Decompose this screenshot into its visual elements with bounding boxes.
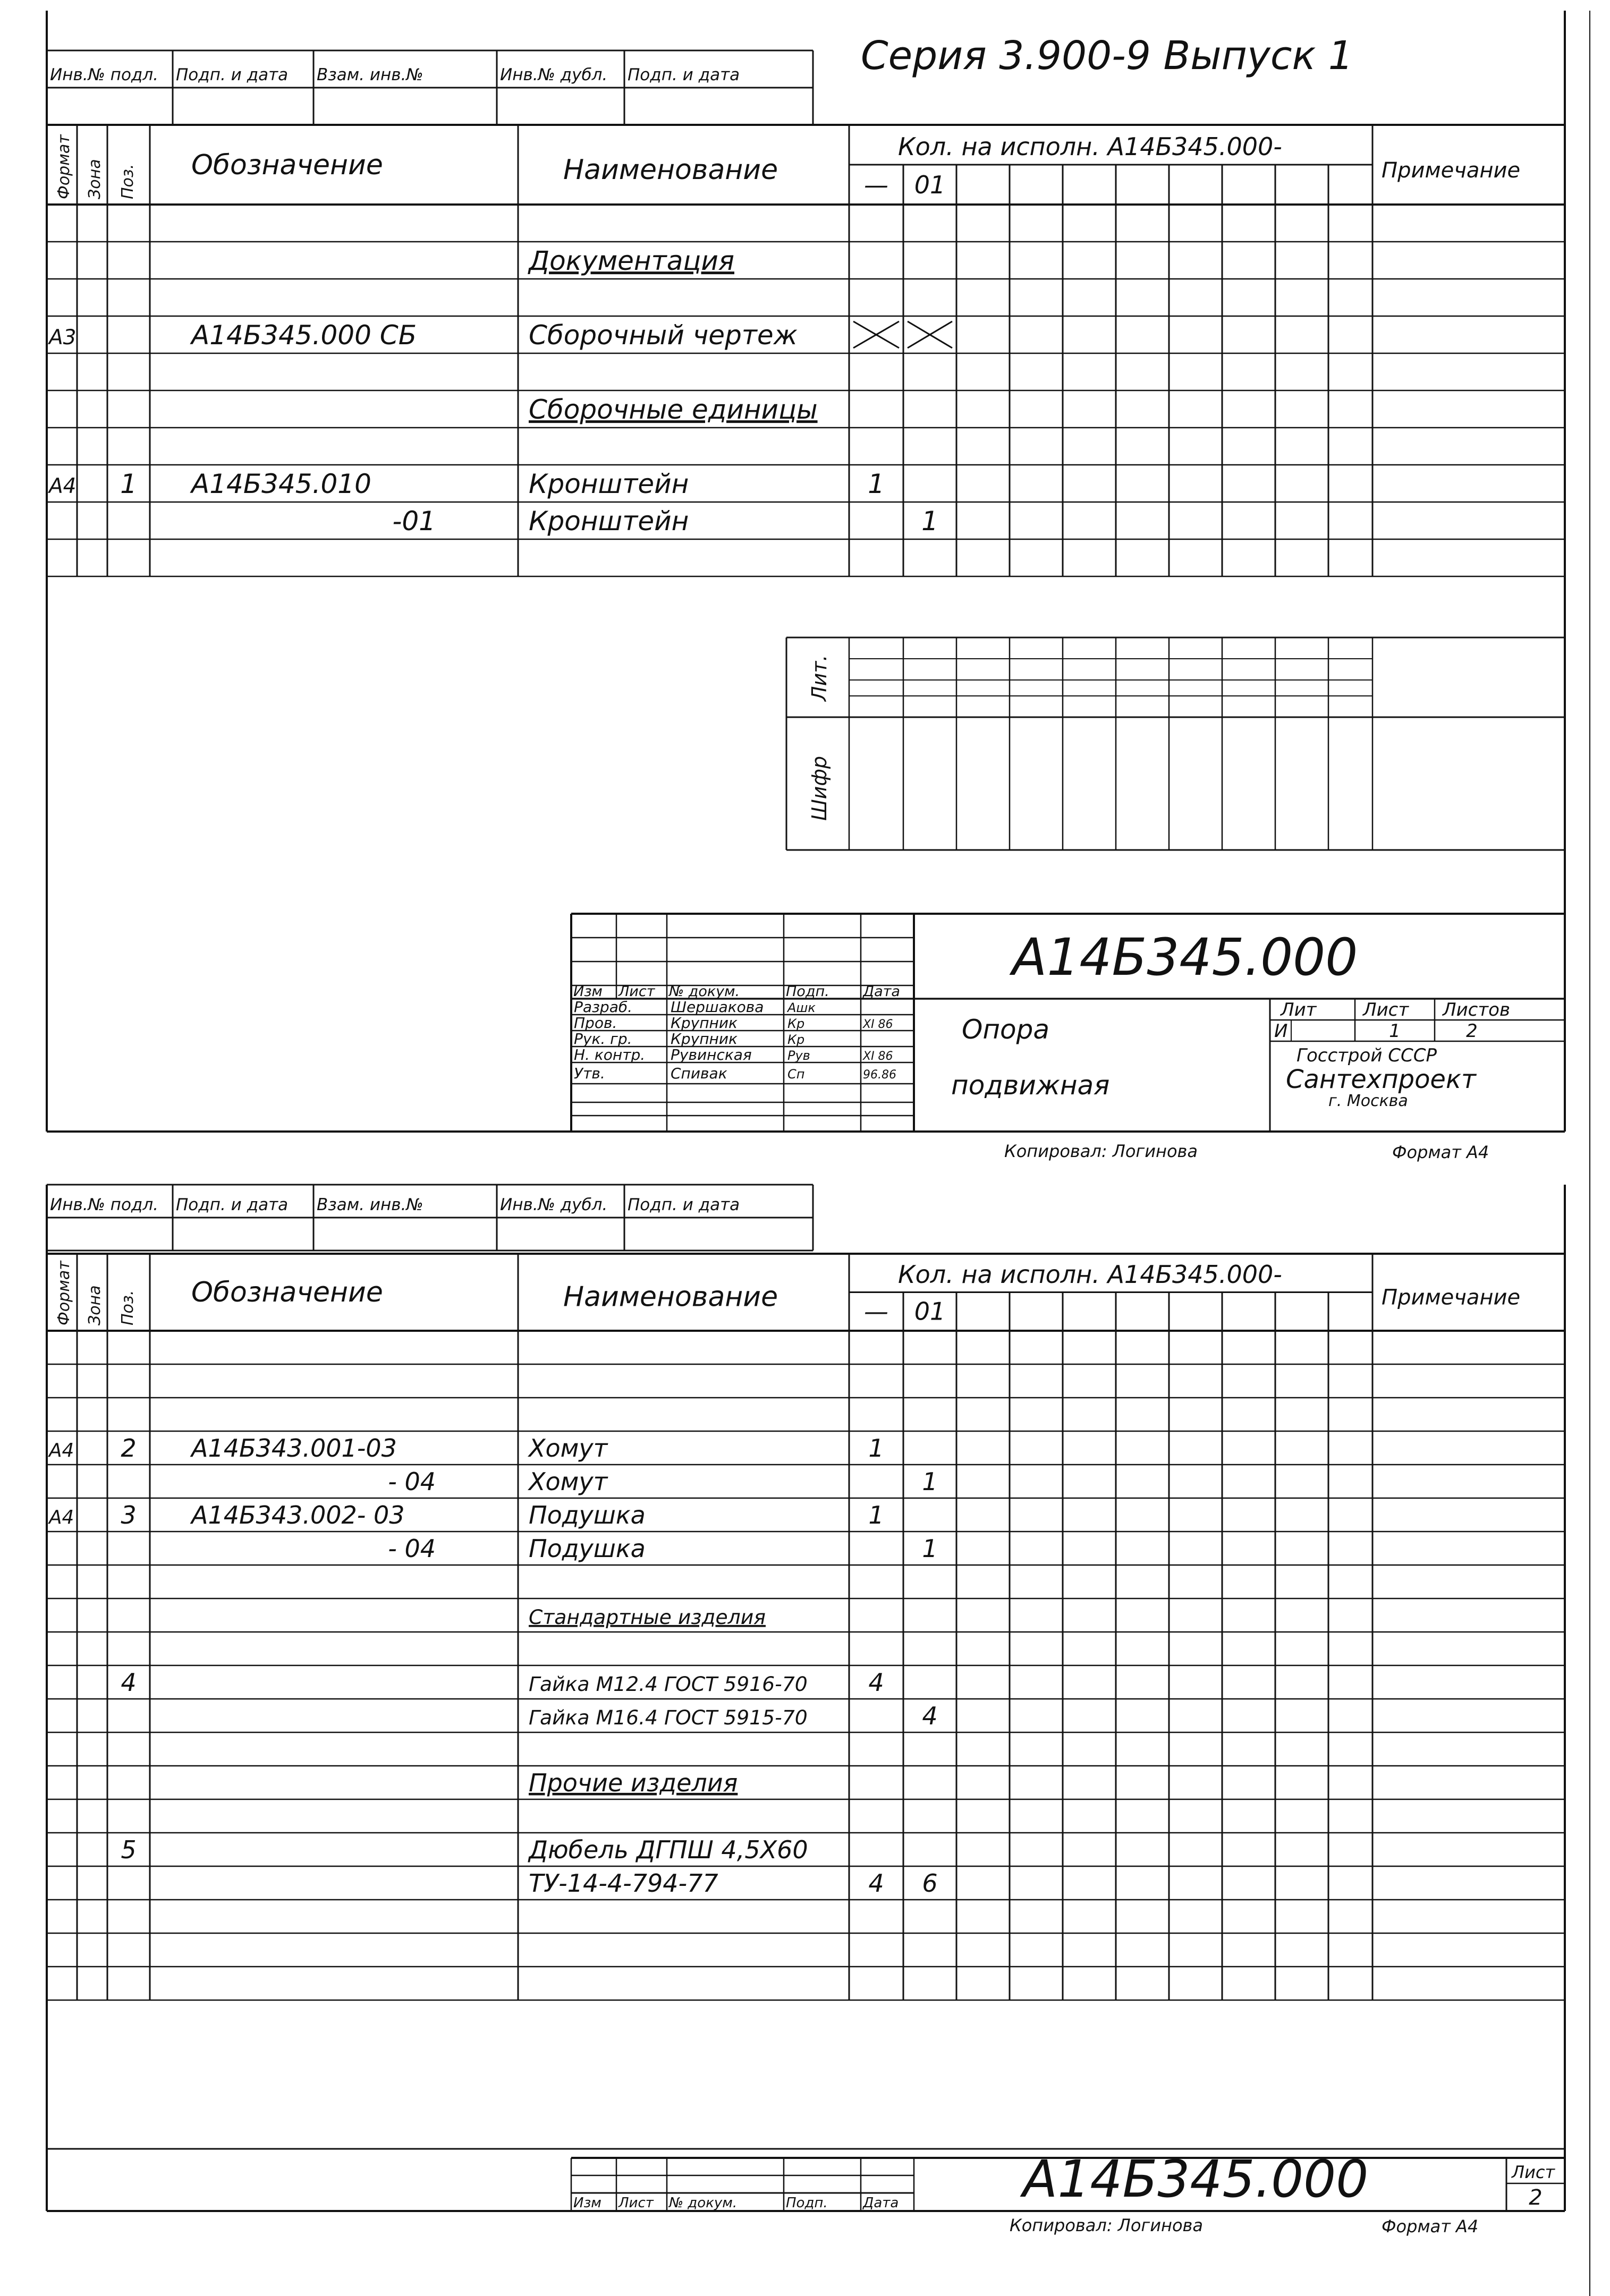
role-label: Разраб. bbox=[574, 998, 633, 1016]
row-designation: - 04 bbox=[388, 1467, 436, 1496]
lit-value: И bbox=[1274, 1021, 1288, 1042]
sheet-2 bbox=[0, 1169, 1610, 2296]
col-header-name: Наименование bbox=[563, 1281, 778, 1313]
qty-base: 4 bbox=[868, 1868, 884, 1898]
row-designation: А14Б343.002- 03 bbox=[191, 1500, 405, 1529]
title-block-col-header: Лист bbox=[618, 983, 655, 1000]
col-header-qty-title: Кол. на исполн. А14Б345.000- bbox=[898, 132, 1282, 161]
title-block-col-header: № докум. bbox=[669, 983, 740, 1000]
stamp-header-label: Взам. инв.№ bbox=[317, 1195, 423, 1214]
footer-copied-by: Копировал: Логинова bbox=[1004, 1141, 1198, 1161]
section-heading: Документация bbox=[529, 245, 734, 277]
col-header-variant-base: — bbox=[864, 171, 888, 199]
role-date: XI 86 bbox=[863, 1018, 893, 1031]
role-label: Н. контр. bbox=[574, 1046, 646, 1064]
role-date: XI 86 bbox=[863, 1050, 893, 1063]
row-position: 5 bbox=[121, 1835, 137, 1864]
role-signature: Рув bbox=[787, 1048, 810, 1063]
row-position: 3 bbox=[121, 1500, 137, 1529]
qty-variant-01: 1 bbox=[922, 1534, 938, 1563]
sheets-total: 2 bbox=[1466, 1021, 1478, 1042]
qty-base: 1 bbox=[868, 469, 885, 500]
qty-variant-01: 1 bbox=[921, 506, 938, 537]
row-position: 4 bbox=[121, 1668, 137, 1697]
qty-base: 4 bbox=[868, 1668, 884, 1697]
row-name: Кронштейн bbox=[529, 506, 689, 537]
row-format: А3 bbox=[49, 326, 77, 350]
qty-base: 1 bbox=[868, 1500, 884, 1529]
role-date: 96.86 bbox=[863, 1068, 896, 1082]
row-name: Подушка bbox=[529, 1500, 646, 1529]
role-signature: Кр bbox=[787, 1032, 805, 1047]
row-format: А4 bbox=[49, 474, 77, 499]
sheet-number: 1 bbox=[1389, 1021, 1401, 1042]
qty-base: 1 bbox=[868, 1433, 884, 1462]
row-designation: -01 bbox=[392, 506, 436, 537]
row-format: А4 bbox=[49, 1439, 74, 1461]
role-person: Крупник bbox=[671, 1014, 738, 1032]
role-label: Утв. bbox=[574, 1065, 605, 1082]
row-name: Сборочный чертеж bbox=[529, 320, 798, 351]
col-header-zone: Зона bbox=[86, 1285, 104, 1325]
footer-copied-by: Копировал: Логинова bbox=[1010, 2215, 1203, 2235]
organization-ministry: Госстрой СССР bbox=[1297, 1045, 1437, 1066]
row-format: А4 bbox=[49, 1506, 74, 1528]
col-header-qty-title: Кол. на исполн. А14Б345.000- bbox=[898, 1260, 1282, 1289]
side-label-lit: Лит. bbox=[808, 654, 831, 701]
stamp-header-label: Подп. и дата bbox=[628, 1195, 740, 1214]
col-header-variant-base: — bbox=[864, 1297, 888, 1326]
stamp-header-label: Подп. и дата bbox=[628, 65, 740, 84]
sheet-number: 2 bbox=[1529, 2186, 1543, 2210]
sheets-label: Листов bbox=[1443, 999, 1511, 1021]
role-signature: Ашк bbox=[787, 1000, 816, 1015]
document-number: А14Б345.000 bbox=[1022, 2149, 1369, 2209]
row-name: Гайка М16.4 ГОСТ 5915-70 bbox=[529, 1705, 808, 1729]
series-header: Серия 3.900-9 Выпуск 1 bbox=[861, 33, 1353, 79]
qty-base-cross-mark bbox=[853, 321, 899, 348]
role-person: Шершакова bbox=[671, 998, 764, 1016]
organization-name: Сантехпроект bbox=[1286, 1065, 1476, 1094]
section-heading: Стандартные изделия bbox=[529, 1605, 766, 1629]
col-header-note: Примечание bbox=[1382, 158, 1521, 183]
role-label: Пров. bbox=[574, 1014, 617, 1032]
row-name: Гайка М12.4 ГОСТ 5916-70 bbox=[529, 1672, 808, 1696]
row-name: Подушка bbox=[529, 1534, 646, 1563]
section-heading: Прочие изделия bbox=[529, 1768, 738, 1797]
col-header-zone: Зона bbox=[86, 159, 104, 199]
document-number: А14Б345.000 bbox=[1012, 928, 1358, 987]
role-signature: Кр bbox=[787, 1016, 805, 1031]
col-header-format: Формат bbox=[55, 1261, 73, 1325]
row-name: Хомут bbox=[529, 1433, 608, 1462]
qty-variant-01: 1 bbox=[922, 1467, 938, 1496]
col-header-name: Наименование bbox=[563, 154, 778, 186]
row-position: 2 bbox=[121, 1433, 137, 1462]
title-block-col-header: Подп. bbox=[786, 983, 829, 1000]
row-designation: А14Б343.001-03 bbox=[191, 1433, 397, 1462]
role-label: Рук. гр. bbox=[574, 1030, 632, 1048]
organization-city: г. Москва bbox=[1328, 1092, 1408, 1110]
col-header-variant-01: 01 bbox=[914, 1297, 946, 1326]
title-block-col-header: Подп. bbox=[786, 2195, 828, 2211]
document-title-line2: подвижная bbox=[951, 1070, 1110, 1101]
role-signature: Сп bbox=[787, 1067, 805, 1082]
qty-variant-01: 4 bbox=[922, 1701, 938, 1730]
sheet-label: Лист bbox=[1363, 999, 1409, 1021]
row-name: Хомут bbox=[529, 1467, 608, 1496]
stamp-header-label: Подп. и дата bbox=[176, 65, 289, 84]
row-position: 1 bbox=[120, 469, 137, 500]
role-person: Спивак bbox=[671, 1065, 727, 1082]
col-header-note: Примечание bbox=[1382, 1285, 1521, 1310]
stamp-header-label: Инв.№ подл. bbox=[50, 65, 159, 84]
row-name: Дюбель ДГПШ 4,5Х60 bbox=[529, 1835, 808, 1864]
side-label-shifr: Шифр bbox=[808, 756, 831, 821]
role-person: Рувинская bbox=[671, 1046, 752, 1064]
lit-label: Лит bbox=[1281, 999, 1317, 1021]
title-block-col-header: № докум. bbox=[669, 2195, 738, 2211]
footer-format: Формат А4 bbox=[1382, 2216, 1479, 2237]
col-header-variant-01: 01 bbox=[914, 171, 946, 199]
col-header-designation: Обозначение bbox=[191, 1276, 383, 1308]
stamp-header-label: Подп. и дата bbox=[176, 1195, 289, 1214]
stamp-header-label: Инв.№ дубл. bbox=[500, 65, 608, 84]
row-designation: А14Б345.010 bbox=[191, 469, 371, 500]
title-block-col-header: Лист bbox=[618, 2195, 654, 2211]
role-person: Крупник bbox=[671, 1030, 738, 1048]
sheet-label: Лист bbox=[1512, 2162, 1555, 2182]
document-title-line1: Опора bbox=[962, 1014, 1050, 1045]
title-block-col-header: Изм bbox=[573, 2195, 601, 2211]
stamp-header-label: Инв.№ дубл. bbox=[500, 1195, 608, 1214]
title-block-col-header: Дата bbox=[863, 983, 900, 1000]
section-heading: Сборочные единицы bbox=[529, 394, 818, 426]
col-header-pos: Поз. bbox=[118, 1290, 137, 1325]
title-block-col-header: Дата bbox=[863, 2195, 899, 2211]
sheet-2-drawing bbox=[0, 1169, 1610, 2296]
col-header-pos: Поз. bbox=[118, 164, 137, 199]
footer-format: Формат А4 bbox=[1392, 1142, 1489, 1162]
qty-variant-01-cross-mark bbox=[908, 321, 952, 348]
col-header-designation: Обозначение bbox=[191, 149, 383, 181]
row-designation: А14Б345.000 СБ bbox=[191, 320, 417, 351]
title-block-col-header: Изм bbox=[573, 983, 603, 1000]
stamp-header-label: Инв.№ подл. bbox=[50, 1195, 159, 1214]
stamp-header-label: Взам. инв.№ bbox=[317, 65, 423, 84]
qty-variant-01: 6 bbox=[922, 1868, 938, 1898]
row-designation: - 04 bbox=[388, 1534, 436, 1563]
row-name: ТУ-14-4-794-77 bbox=[529, 1868, 718, 1898]
row-name: Кронштейн bbox=[529, 469, 689, 500]
col-header-format: Формат bbox=[55, 134, 73, 199]
